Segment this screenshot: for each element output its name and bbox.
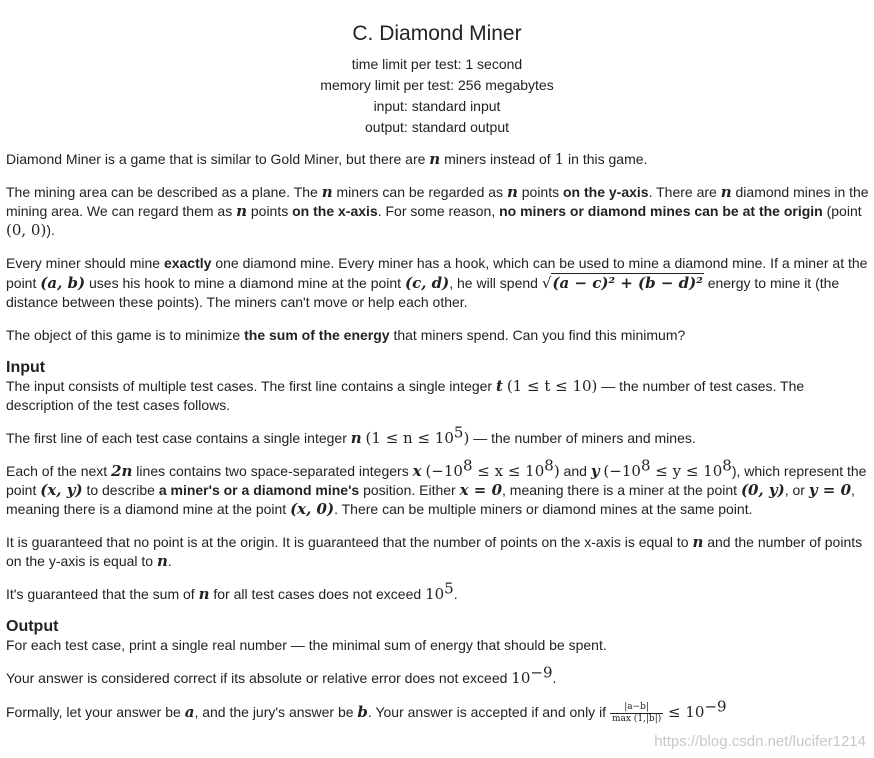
memory-limit: memory limit per test: 256 megabytes xyxy=(320,77,554,93)
problem-limits xyxy=(0,54,874,138)
problem-statement xyxy=(6,150,870,739)
input-paragraph-5: It's guaranteed that the sum of n for all test cases does not exceed $10^5$. xyxy=(6,579,458,603)
problem-title: C. Diamond Miner xyxy=(352,22,522,45)
input-paragraph-2: The first line of each test case contains a single integer n $(1 \le n \le 10^5)$ — the number of miners and mines. xyxy=(6,423,696,447)
output-paragraph-2: Your answer is considered correct if its absolute or relative error does not exceed $10^{-9}$. xyxy=(6,663,557,687)
output-section-title: Output xyxy=(6,618,59,635)
statement-paragraph-3: Every miner should mine exactly one diamond mine. Every miner has a hook, which can be used to mine a diamond mine. If a miner at the point (a, b) uses his hook to mine a diamond mine at the point (c, d), he will spend √(a − c)² + (b − d)² energy to mine it (the distance between these points). The miners can't move or help each other. xyxy=(6,255,868,310)
input-paragraph-4: It is guaranteed that no point is at the origin. It is guaranteed that the number of points on the x-axis is equal to n and the number of points on the y-axis is equal to n. xyxy=(6,533,863,570)
statement-paragraph-2: The mining area can be described as a plane. The n miners can be regarded as n points on the y-axis. There are n diamond mines in the mining area. We can regard them as n points on the x-axis. For some reason, no miners or diamond mines can be at the origin (point (0, 0)). xyxy=(6,183,869,239)
problem-header xyxy=(0,22,874,138)
input-spec: input: standard input xyxy=(373,98,501,114)
error-fraction: $\frac{|a-b|}{\max (1,|b|)}$ xyxy=(611,702,662,724)
time-limit: time limit per test: 1 second xyxy=(351,56,523,72)
statement-paragraph-4: The object of this game is to minimize the sum of the energy that miners spend. Can you find this minimum? xyxy=(6,327,686,343)
output-paragraph-3: Formally, let your answer be a, and the jury's answer be b. Your answer is accepted if and only if $\frac{|a-b|}{\max (1,|b|)}$ ≤ $10^{-9}$ xyxy=(6,697,727,724)
input-paragraph-3: Each of the next 2n lines contains two space-separated integers x $(-10^8 \le x \le 10^8)$ and y $(-10^8 \le y \le 10^8)$, which represent the point (x, y) to describe a miner's or a diamond mine's position. Either x = 0, meaning there is a miner at the point (0, y), or y = 0, meaning there is a diamond mine at the point (x, 0). There can be multiple miners or diamond mines at the same point. xyxy=(6,456,867,518)
statement-paragraph-1: Diamond Miner is a game that is similar to Gold Miner, but there are n miners instead of 1 in this game. xyxy=(6,150,648,168)
output-spec: output: standard output xyxy=(365,119,509,135)
output-paragraph-1: For each test case, print a single real number — the minimal sum of energy that should be spent. xyxy=(6,637,607,653)
watermark: https://blog.csdn.net/lucifer1214 xyxy=(654,733,866,750)
input-paragraph-1: The input consists of multiple test cases. The first line contains a single integer t (1 ≤ t ≤ 10) — the number of test cases. The description of the test cases follows. xyxy=(6,377,805,413)
input-section-title: Input xyxy=(6,359,46,376)
